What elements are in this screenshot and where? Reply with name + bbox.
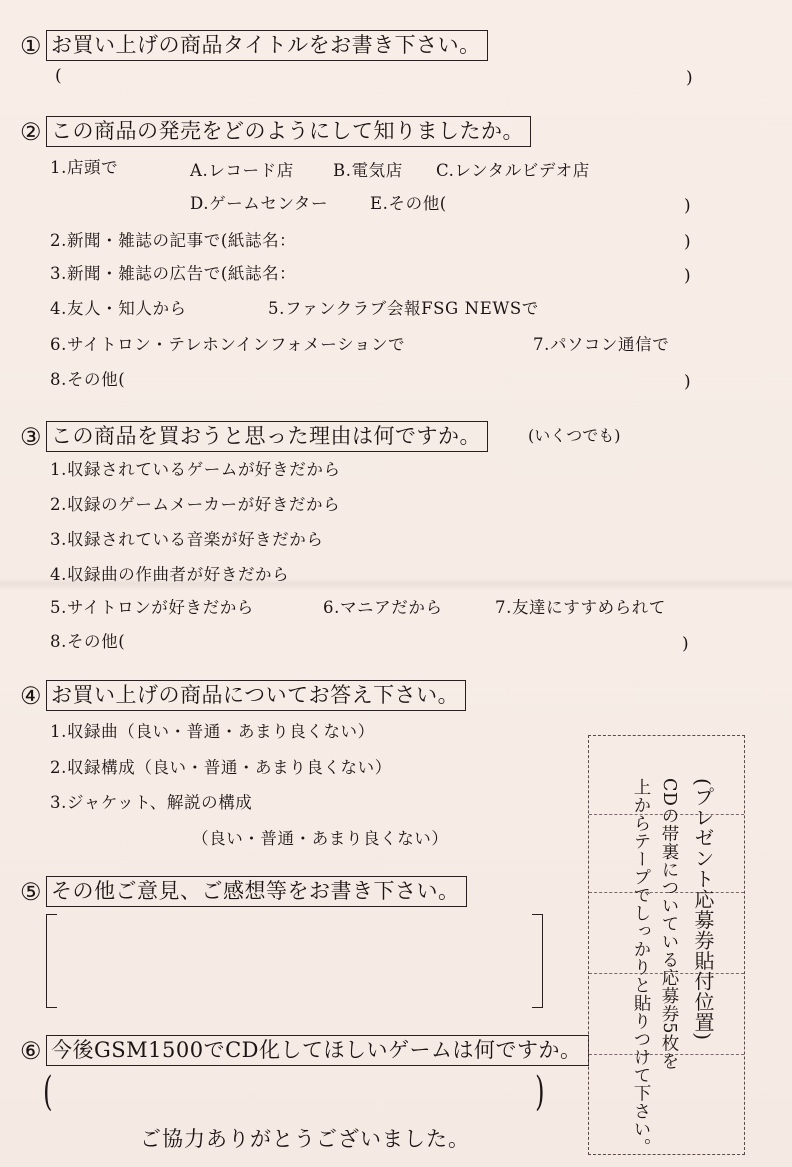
q2-option-8: 8.その他( bbox=[50, 370, 126, 389]
q4-option-3-scale: （良い・普通・あまり良くない） bbox=[192, 829, 449, 848]
q2-option-1d: D.ゲームセンター bbox=[190, 194, 329, 213]
q4-title: お買い上げの商品についてお答え下さい。 bbox=[46, 680, 466, 711]
q3-option-6: 6.マニアだから bbox=[323, 598, 443, 617]
q6-paren-close: ) bbox=[535, 1069, 545, 1115]
q2-option-1b: B.電気店 bbox=[333, 161, 403, 180]
q3-option-8: 8.その他( bbox=[50, 632, 126, 651]
q6-number: ⑥ bbox=[20, 1037, 42, 1065]
q6-title: 今後GSM1500でCD化してほしいゲームは何ですか。 bbox=[46, 1035, 589, 1066]
coupon-placement-box bbox=[588, 735, 745, 1155]
q5-answer-bracket-right bbox=[532, 914, 543, 1008]
q2-title: この商品の発売をどのようにして知りましたか。 bbox=[46, 116, 531, 147]
q2-option-5: 5.ファンクラブ会報FSG NEWSで bbox=[268, 299, 539, 318]
q3-option-7: 7.友達にすすめられて bbox=[495, 598, 667, 617]
q5-title: その他ご意見、ご感想等をお書き下さい。 bbox=[46, 876, 467, 907]
q4-option-1: 1.収録曲（良い・普通・あまり良くない） bbox=[50, 722, 375, 741]
q1-paren-close: ) bbox=[686, 68, 693, 88]
q2-option-3-close: ) bbox=[684, 266, 691, 286]
q2-option-1e: E.その他( bbox=[370, 194, 447, 213]
q3-number: ③ bbox=[20, 423, 42, 451]
q2-option-1c: C.レンタルビデオ店 bbox=[436, 161, 590, 180]
q4-number: ④ bbox=[20, 682, 42, 710]
q3-title: この商品を買おうと思った理由は何ですか。 bbox=[46, 421, 488, 452]
coupon-heading: (プレゼント応募券貼付位置) bbox=[691, 778, 715, 1041]
q4-option-2: 2.収録構成（良い・普通・あまり良くない） bbox=[50, 758, 392, 777]
q3-option-8-close: ) bbox=[682, 634, 689, 654]
q1-number: ① bbox=[20, 32, 42, 60]
q1-paren-open: ( bbox=[55, 66, 62, 86]
coupon-instruction-line2: 上からテープでしっかりと貼りつけて下さい。 bbox=[631, 778, 651, 1156]
q1-title: お買い上げの商品タイトルをお書き下さい。 bbox=[46, 30, 488, 61]
q2-option-2: 2.新聞・雑誌の記事で(紙誌名： bbox=[50, 231, 297, 250]
q3-option-3: 3.収録されている音楽が好きだから bbox=[50, 530, 324, 549]
q2-option-3: 3.新聞・雑誌の広告で(紙誌名： bbox=[50, 264, 297, 283]
q2-option-8-close: ) bbox=[684, 372, 691, 392]
q3-option-2: 2.収録のゲームメーカーが好きだから bbox=[50, 495, 341, 514]
q2-option-1a: A.レコード店 bbox=[190, 161, 294, 180]
q2-number: ② bbox=[20, 118, 42, 146]
q2-option-6: 6.サイトロン・テレホンインフォメーションで bbox=[50, 335, 406, 354]
coupon-instruction-line1: CDの帯裏についている応募券5枚を bbox=[659, 778, 679, 1071]
thank-you-message: ご協力ありがとうございました。 bbox=[140, 1127, 470, 1151]
q2-option-2-close: ) bbox=[684, 232, 691, 252]
q2-option-1e-close: ) bbox=[684, 196, 691, 216]
q4-option-3: 3.ジャケット、解説の構成 bbox=[50, 793, 253, 812]
q6-paren-open: ( bbox=[43, 1069, 53, 1115]
q3-option-5: 5.サイトロンが好きだから bbox=[50, 598, 254, 617]
q2-option-7: 7.パソコン通信で bbox=[533, 335, 670, 354]
q2-option-4: 4.友人・知人から bbox=[50, 299, 187, 318]
q3-option-1: 1.収録されているゲームが好きだから bbox=[50, 460, 341, 479]
q5-answer-bracket-left bbox=[46, 914, 57, 1008]
q3-note: (いくつでも) bbox=[528, 426, 621, 445]
q5-number: ⑤ bbox=[20, 878, 42, 906]
q2-option-1: 1.店頭で bbox=[50, 158, 119, 177]
q3-option-4: 4.収録曲の作曲者が好きだから bbox=[50, 565, 290, 584]
